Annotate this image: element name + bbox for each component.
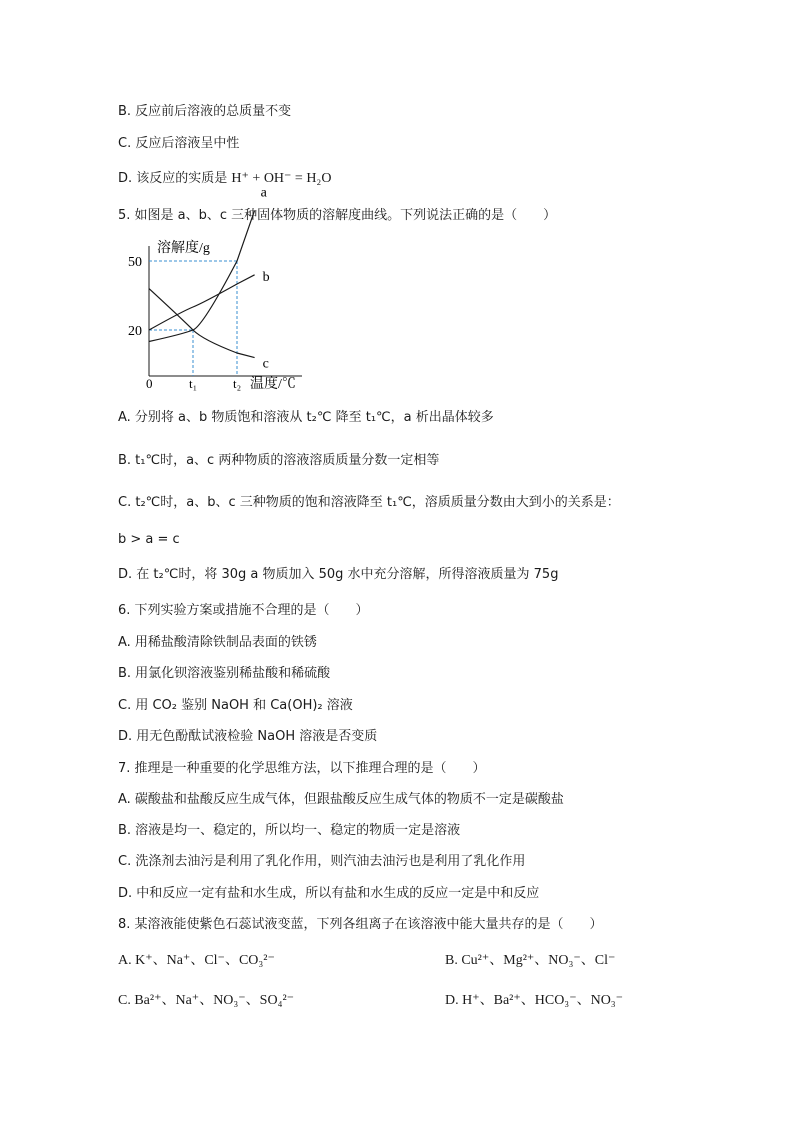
y-tick-label-1: 20 bbox=[128, 324, 142, 339]
option-6b: B. 用氯化钡溶液鉴别稀盐酸和稀硫酸 bbox=[118, 666, 331, 681]
question-7: 7. 推理是一种重要的化学思维方法，以下推理合理的是（ ） bbox=[118, 761, 486, 776]
option-d-text bbox=[118, 170, 331, 188]
option-5c-continued: b > a = c bbox=[118, 532, 180, 547]
option-7d: D. 中和反应一定有盐和水生成，所以有盐和水生成的反应一定是中和反应 bbox=[118, 886, 540, 901]
x-tick-label-1: t₁ bbox=[189, 376, 198, 391]
y-tick-label-2: 50 bbox=[128, 255, 142, 270]
question-6: 6. 下列实验方案或措施不合理的是（ ） bbox=[118, 603, 369, 618]
solubility-curves bbox=[149, 210, 255, 357]
option-6d: D. 用无色酚酞试液检验 NaOH 溶液是否变质 bbox=[118, 729, 378, 744]
option-8a: A. K⁺、Na⁺、Cl⁻、CO₃²⁻ bbox=[118, 953, 275, 968]
option-b-text: B. 反应前后溶液的总质量不变 bbox=[118, 104, 292, 119]
option-5b: B. t₁℃时，a、c 两种物质的溶液溶质质量分数一定相等 bbox=[118, 453, 440, 468]
option-7a: A. 碳酸盐和盐酸反应生成气体，但跟盐酸反应生成气体的物质不一定是碳酸盐 bbox=[118, 792, 564, 807]
option-5d: D. 在 t₂℃时，将 30g a 物质加入 50g 水中充分溶解，所得溶液质量为 75g bbox=[118, 567, 559, 582]
curve-label-b: b bbox=[262, 269, 270, 285]
x-tick-label-2: t₂ bbox=[233, 376, 242, 391]
option-5a: A. 分别将 a、b 物质饱和溶液从 t₂℃ 降至 t₁℃，a 析出晶体较多 bbox=[118, 410, 494, 425]
option-8c: C. Ba²⁺、Na⁺、NO₃⁻、SO₄²⁻ bbox=[118, 993, 295, 1008]
curve-label-a: a bbox=[260, 185, 267, 201]
curve-c bbox=[149, 289, 255, 358]
guide-lines bbox=[149, 261, 237, 376]
option-7c: C. 洗涤剂去油污是利用了乳化作用，则汽油去油污也是利用了乳化作用 bbox=[118, 854, 526, 869]
curve-label-c: c bbox=[262, 356, 269, 372]
x-axis-label: 温度/℃ bbox=[250, 377, 296, 392]
origin-label: 0 bbox=[146, 376, 153, 391]
option-8d: D. H⁺、Ba²⁺、HCO₃⁻、NO₃⁻ bbox=[445, 993, 624, 1008]
option-7b: B. 溶液是均一、稳定的，所以均一、稳定的物质一定是溶液 bbox=[118, 823, 461, 838]
option-c-text: C. 反应后溶液呈中性 bbox=[118, 136, 240, 151]
neutralization-equation: H⁺ + OH⁻ = H₂O bbox=[231, 171, 332, 186]
option-8b: B. Cu²⁺、Mg²⁺、NO₃⁻、Cl⁻ bbox=[445, 953, 616, 968]
option-6c: C. 用 CO₂ 鉴别 NaOH 和 Ca(OH)₂ 溶液 bbox=[118, 698, 353, 713]
y-axis-label: 溶解度/g bbox=[157, 241, 210, 256]
question-8: 8. 某溶液能使紫色石蕊试液变蓝，下列各组离子在该溶液中能大量共存的是（ ） bbox=[118, 917, 603, 932]
solubility-chart bbox=[112, 185, 312, 394]
option-6a: A. 用稀盐酸清除铁制品表面的铁锈 bbox=[118, 635, 317, 650]
question-5: 5. 如图是 a、b、c 三种固体物质的溶解度曲线。下列说法正确的是（ ） bbox=[118, 208, 557, 223]
option-d-prefix: D. 该反应的实质是 bbox=[118, 171, 228, 186]
option-5c: C. t₂℃时，a、b、c 三种物质的饱和溶液降至 t₁℃，溶质质量分数由大到小的关系是： bbox=[118, 495, 620, 510]
